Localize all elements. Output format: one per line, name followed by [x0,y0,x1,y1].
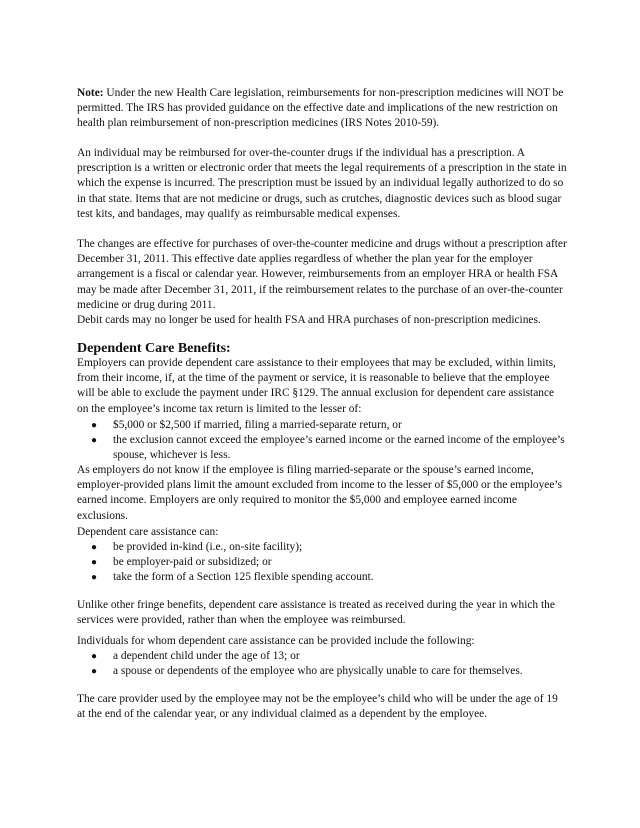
provider-paragraph: The care provider used by the employee may not be the employee’s child who will be under the age of 19 at the end of the calendar year, or any individual claimed as a dependent by the employee. [77,693,558,721]
bullet-icon: ● [91,542,98,553]
unlike-paragraph: Unlike other fringe benefits, dependent care assistance is treated as received during the year in which the services were provided, rather than when the employee was reimbursed. [77,599,555,627]
bullet-icon: ● [91,557,98,569]
dependent-care-intro: Employers can provide dependent care assistance to their employees that may be excluded, within limits, from their income, if, at the time of the payment or service, it is reasonable to believe that the employee will be able to exclude the payment under IRC §129. The annual exclusion for dependent care assistance on the employee’s income tax return is limited to the lesser of: [77,357,556,415]
debit-card-paragraph: Debit cards may no longer be used for health FSA and HRA purchases of non-prescription medicines. [77,314,541,326]
eligible-individuals-list [77,649,567,679]
list-item: ● take the form of a Section 125 flexible spending account. [77,570,567,585]
list-item: ● a dependent child under the age of 13; or [77,649,567,664]
bullet-icon: ● [91,435,98,447]
employers-paragraph: As employers do not know if the employee is filing married-separate or the spouse’s earned income, employer-provided plans limit the amount excluded from income to the lesser of $5,000 or the employee’s earned income. Employers are only required to monitor the $5,000 and employee earned income exclusions. [77,464,563,522]
can-intro: Dependent care assistance can: [77,526,219,538]
note-paragraph [77,86,567,132]
list-item: ● a spouse or dependents of the employee who are physically unable to care for themselves. [77,664,567,679]
list-item: ● $5,000 or $2,500 if married, filing a married-separate return, or [77,418,567,433]
note-label: Note: [77,87,104,99]
exclusion-limits-list [77,418,567,464]
effective-date-paragraph: The changes are effective for purchases of over-the-counter medicine and drugs without a prescription after December 31, 2011. This effective date applies regardless of whether the plan year for the employer arrangement is a fiscal or calendar year. However, reimbursements from an employer HRA or health FSA may be made after December 31, 2011, if the reimbursement relates to the purchase of an over-the-counter medicine or drug during 2011. [77,238,567,311]
list-item: ● be provided in-kind (i.e., on-site facility); [77,540,567,555]
note-text: Under the new Health Care legislation, reimbursements for non-prescription medicines will NOT be permitted. The IRS has provided guidance on the effective date and implications of the new restriction on health plan reimbursement of non-prescription medicines (IRS Notes 2010-59). [77,87,564,130]
bullet-icon: ● [91,666,98,678]
bullet-icon: ● [91,572,98,584]
otc-paragraph: An individual may be reimbursed for over-the-counter drugs if the individual has a prescription. A prescription is a written or electronic order that meets the legal requirements of a prescription in the state in which the expense is incurred. The prescription must be issued by an individual legally authorized to do so in that state. Items that are not medicine or drugs, such as crutches, diagnostic devices such as blood sugar test kits, and bandages, may qualify as reimbursable medical expenses. [77,147,567,220]
bullet-icon: ● [91,420,98,431]
list-item: ● be employer-paid or subsidized; or [77,555,567,570]
list-item: ● the exclusion cannot exceed the employee’s earned income or the earned income of the employee’s spouse, whichever is less. [91,434,565,462]
bullet-icon: ● [91,651,98,662]
individuals-intro: Individuals for whom dependent care assistance can be provided include the following: [77,635,475,647]
dependent-care-heading: Dependent Care Benefits: [77,341,231,356]
assistance-forms-list [77,540,567,586]
